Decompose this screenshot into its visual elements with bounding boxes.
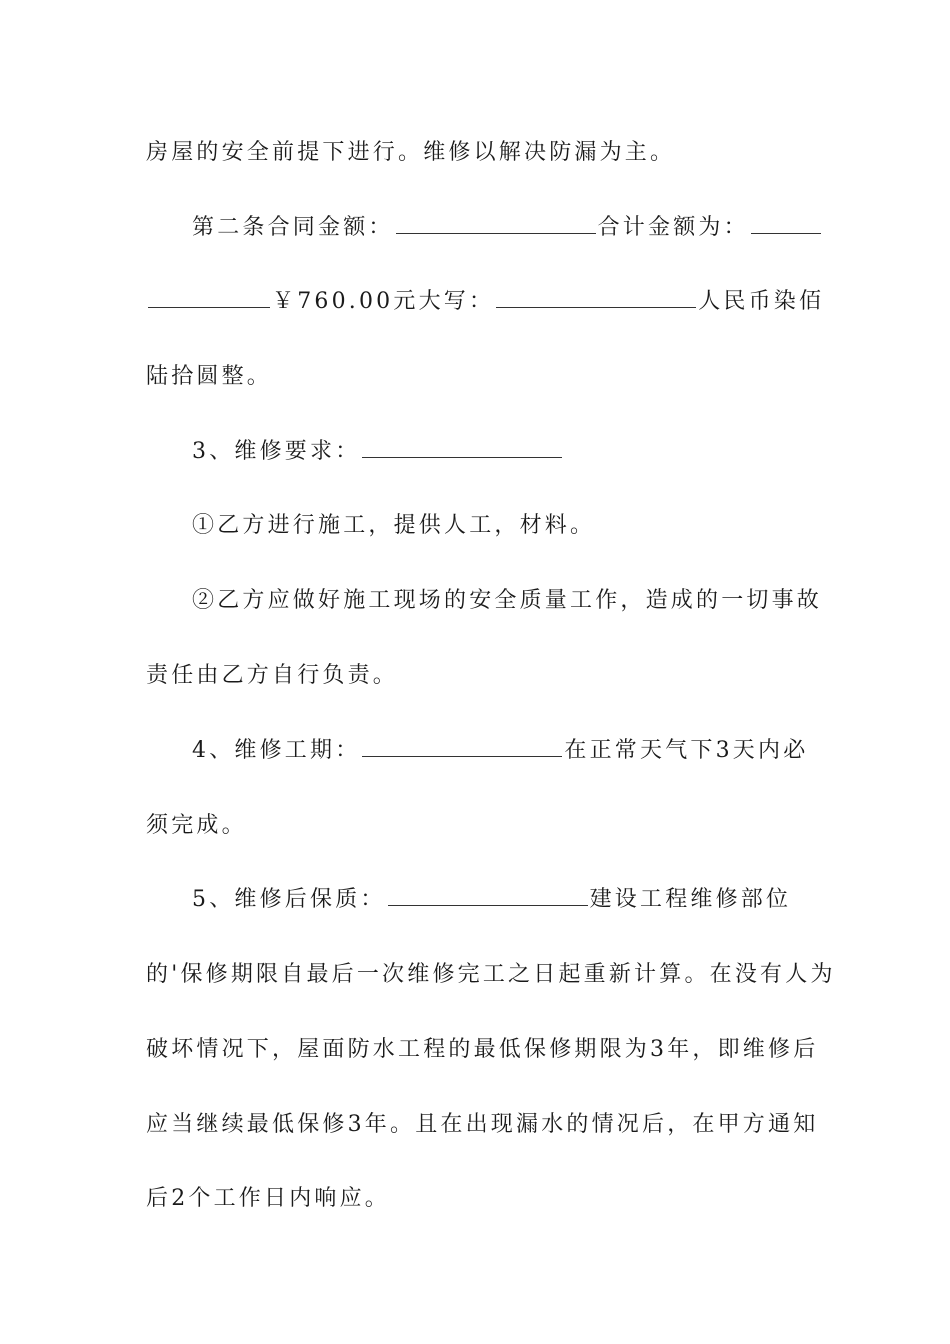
paragraph-line: 破坏情况下，屋面防水工程的最低保修期限为3年，即维修后 xyxy=(146,1037,819,1062)
amount-words-line xyxy=(146,282,825,322)
paragraph-line: 陆拾圆整。 xyxy=(146,364,273,389)
paragraph-line: 后2个工作日内响应。 xyxy=(146,1186,390,1211)
repair-period-blank xyxy=(362,736,562,757)
warranty-line xyxy=(192,880,808,920)
total-amount-blank xyxy=(751,213,821,234)
repair-period-text: 在正常天气下3天内必 xyxy=(564,738,809,763)
repair-requirements-blank xyxy=(362,437,562,458)
repair-requirements-line xyxy=(192,432,808,472)
warranty-text: 建设工程维修部位 xyxy=(589,887,792,912)
repair-requirements-label: 3、维修要求： xyxy=(192,439,361,464)
contract-amount-line xyxy=(192,208,808,248)
repair-period-line xyxy=(192,731,808,771)
amount-value: ￥760.00元大写： xyxy=(272,289,495,314)
amount-words-text: 人民币染佰 xyxy=(698,289,825,314)
paragraph-line: ①乙方进行施工，提供人工，材料。 xyxy=(192,513,596,538)
contract-amount-label: 第二条合同金额： xyxy=(192,215,394,240)
paragraph-line: 房屋的安全前提下进行。维修以解决防漏为主。 xyxy=(146,140,676,165)
total-amount-label: 合计金额为： xyxy=(597,215,749,240)
total-amount-blank-cont xyxy=(148,287,270,308)
paragraph-line: ②乙方应做好施工现场的安全质量工作，造成的一切事故 xyxy=(192,588,823,613)
warranty-blank xyxy=(388,885,588,906)
amount-words-blank xyxy=(496,287,696,308)
repair-period-label: 4、维修工期： xyxy=(192,738,361,763)
paragraph-line: 的'保修期限自最后一次维修完工之日起重新计算。在没有人为 xyxy=(146,962,836,987)
paragraph-line: 应当继续最低保修3年。且在出现漏水的情况后，在甲方通知 xyxy=(146,1112,819,1137)
paragraph-line: 须完成。 xyxy=(146,813,247,838)
warranty-label: 5、维修后保质： xyxy=(192,887,386,912)
contract-amount-blank xyxy=(396,213,596,234)
paragraph-line: 责任由乙方自行负责。 xyxy=(146,663,399,688)
